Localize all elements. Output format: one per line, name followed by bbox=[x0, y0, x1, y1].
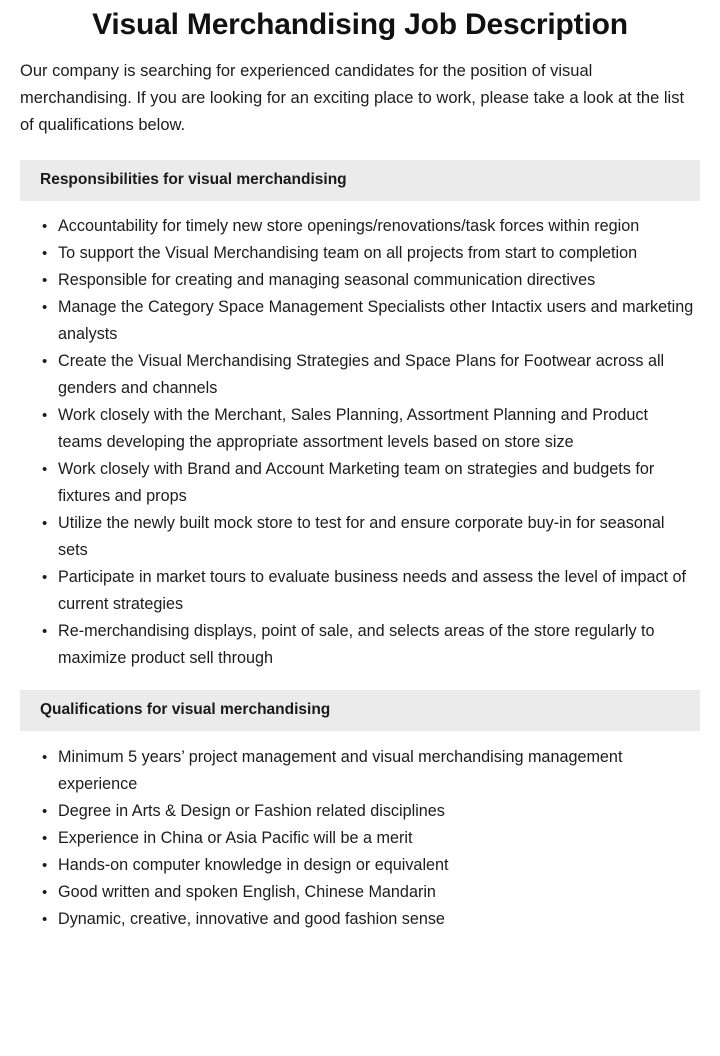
list-item: • Work closely with Brand and Account Marketing team on strategies and budgets for fixtures and props bbox=[58, 456, 695, 510]
list-item: • Experience in China or Asia Pacific will be a merit bbox=[58, 825, 695, 852]
responsibilities-list bbox=[0, 213, 720, 672]
list-item: • To support the Visual Merchandising team on all projects from start to completion bbox=[58, 240, 695, 267]
section-heading-qualifications: Qualifications for visual merchandising bbox=[20, 690, 700, 731]
qualifications-list bbox=[0, 744, 720, 933]
list-item: • Manage the Category Space Management Specialists other Intactix users and marketing analysts bbox=[58, 294, 695, 348]
list-item: • Utilize the newly built mock store to test for and ensure corporate buy-in for seasonal sets bbox=[58, 510, 695, 564]
section-heading-responsibilities: Responsibilities for visual merchandising bbox=[20, 160, 700, 201]
list-item: • Work closely with the Merchant, Sales Planning, Assortment Planning and Product teams developing the appropriate assortment levels based on store size bbox=[58, 402, 695, 456]
list-item: • Degree in Arts & Design or Fashion related disciplines bbox=[58, 798, 695, 825]
list-item: • Create the Visual Merchandising Strategies and Space Plans for Footwear across all genders and channels bbox=[58, 348, 695, 402]
list-item: • Hands-on computer knowledge in design or equivalent bbox=[58, 852, 695, 879]
list-item: • Good written and spoken English, Chinese Mandarin bbox=[58, 879, 695, 906]
list-item: • Accountability for timely new store openings/renovations/task forces within region bbox=[58, 213, 695, 240]
intro-paragraph: Our company is searching for experienced candidates for the position of visual merchandising. If you are looking for an exciting place to work, please take a look at the list of qualifications below. bbox=[20, 62, 685, 134]
list-item: • Responsible for creating and managing seasonal communication directives bbox=[58, 267, 695, 294]
page-title: Visual Merchandising Job Description bbox=[92, 8, 628, 41]
section-responsibilities bbox=[0, 160, 720, 672]
list-item: • Participate in market tours to evaluate business needs and assess the level of impact of current strategies bbox=[58, 564, 695, 618]
list-item: • Re-merchandising displays, point of sale, and selects areas of the store regularly to maximize product sell through bbox=[58, 618, 695, 672]
list-item: • Minimum 5 years’ project management and visual merchandising management experience bbox=[58, 744, 695, 798]
list-item: • Dynamic, creative, innovative and good fashion sense bbox=[58, 906, 695, 933]
section-qualifications bbox=[0, 690, 720, 933]
